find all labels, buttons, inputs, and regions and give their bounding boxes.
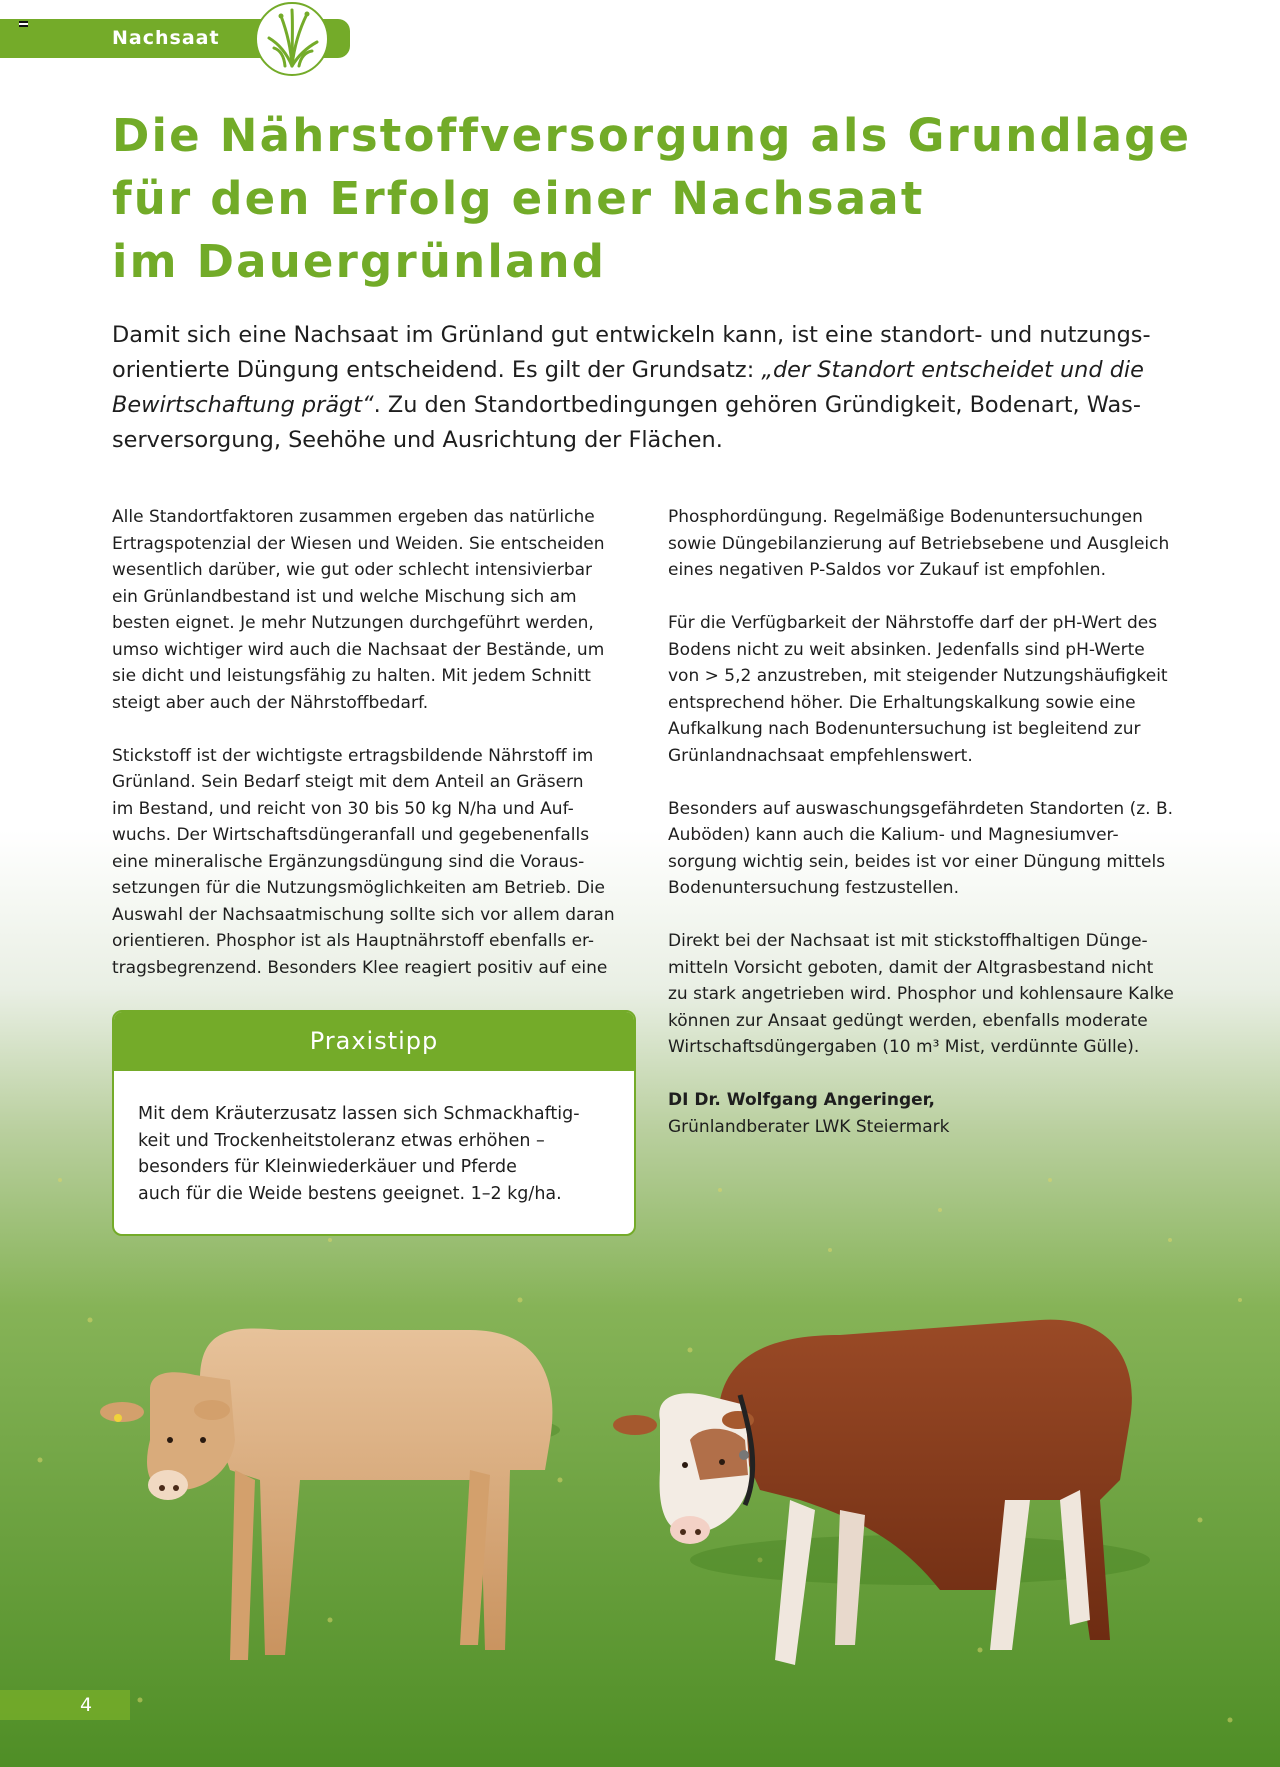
lead-text: . Zu den Standortbedingungen gehören Gründigkeit, Bodenart, Was- <box>373 392 1141 418</box>
grass-plant-icon <box>255 2 329 76</box>
page-number-tab <box>0 1690 130 1720</box>
body-line: Bodens nicht zu weit absinken. Jedenfalls sind pH-Werte <box>668 639 1145 660</box>
title-line: Die Nährstoffversorgung als Grundlage <box>112 109 1192 162</box>
body-paragraph <box>112 743 632 982</box>
body-line: sie dicht und leistungsfähig zu halten. Mit jedem Schnitt <box>112 666 591 686</box>
tip-line: Mit dem Kräuterzusatz lassen sich Schmackhaftig- <box>138 1104 580 1124</box>
lead-line <box>112 388 1202 423</box>
page-title <box>112 104 1212 293</box>
body-line: wesentlich darüber, wie gut oder schlecht intensivierbar <box>112 560 593 580</box>
body-line: mitteln Vorsicht geboten, damit der Altgrasbestand nicht <box>668 957 1154 978</box>
section-label: Nachsaat <box>112 27 220 49</box>
body-paragraph <box>668 504 1188 584</box>
body-line: Alle Standortfaktoren zusammen ergeben das natürliche <box>112 507 595 527</box>
praxistipp-box <box>112 1010 636 1236</box>
body-line: steigt aber auch der Nährstoffbedarf. <box>112 692 429 713</box>
title-line: im Dauergrünland <box>112 235 607 288</box>
lead-text: orientierte Düngung entscheidend. Es gilt der Grundsatz: <box>112 357 762 383</box>
body-line: Grünlandnachsaat empfehlenswert. <box>668 745 973 766</box>
body-line: tragsbegrenzend. Besonders Klee reagiert positiv auf eine <box>112 957 608 978</box>
body-line: sorgung wichtig sein, beides ist vor einer Düngung mittels <box>668 851 1166 872</box>
body-line: im Bestand, und reicht von 30 bis 50 kg N/ha und Auf- <box>112 798 574 819</box>
body-line: entsprechend höher. Die Erhaltungskalkung sowie eine <box>668 692 1136 713</box>
body-line: von > 5,2 anzustreben, mit steigender Nutzungshäufigkeit <box>668 666 1168 686</box>
author-name: DI Dr. Wolfgang Angeringer, <box>668 1090 935 1110</box>
body-line: Auböden) kann auch die Kalium- und Magnesiumver- <box>668 825 1119 845</box>
body-line: Grünland. Sein Bedarf steigt mit dem Anteil an Gräsern <box>112 772 584 792</box>
body-line: Besonders auf auswaschungsgefährdeten Standorten (z. B. <box>668 798 1174 819</box>
body-line: Ertragspotenzial der Wiesen und Weiden. Sie entscheiden <box>112 533 605 554</box>
lead-quote: Bewirtschaftung prägt“ <box>112 392 374 418</box>
tip-line: keit und Trockenheitstoleranz etwas erhöhen – <box>138 1130 545 1151</box>
body-paragraph <box>668 610 1188 769</box>
praxistipp-body <box>114 1071 634 1207</box>
tip-line: besonders für Kleinwiederkäuer und Pferde <box>138 1157 517 1177</box>
body-line: Für die Verfügbarkeit der Nährstoffe darf der pH-Wert des <box>668 613 1158 633</box>
tip-line: auch für die Weide bestens geeignet. 1–2 kg/ha. <box>138 1183 562 1204</box>
body-line: wuchs. Der Wirtschaftsdüngeranfall und gegebenenfalls <box>112 825 590 845</box>
body-paragraph <box>112 504 632 716</box>
body-line: orientieren. Phosphor ist als Hauptnährstoff ebenfalls er- <box>112 931 595 951</box>
author-block <box>668 1087 1188 1140</box>
lead-line: serversorgung, Seehöhe und Ausrichtung der Flächen. <box>112 427 723 453</box>
body-line: besten eignet. Je mehr Nutzungen durchgeführt werden, <box>112 613 594 633</box>
body-line: setzungen für die Nutzungsmöglichkeiten am Betrieb. Die <box>112 878 605 898</box>
body-line: zu stark angetrieben wird. Phosphor und kohlensaure Kalke <box>668 984 1174 1004</box>
body-paragraph <box>668 796 1188 902</box>
praxistipp-title: Praxistipp <box>114 1012 634 1071</box>
body-line: Stickstoff ist der wichtigste ertragsbildende Nährstoff im <box>112 745 594 766</box>
lead-paragraph <box>112 318 1202 458</box>
body-line: umso wichtiger wird auch die Nachsaat der Bestände, um <box>112 639 605 660</box>
body-line: sowie Düngebilanzierung auf Betriebsebene und Ausgleich <box>668 533 1170 554</box>
lead-line <box>112 353 1202 388</box>
right-column <box>668 504 1188 1140</box>
body-line: Phosphordüngung. Regelmäßige Bodenuntersuchungen <box>668 507 1143 527</box>
title-line: für den Erfolg einer Nachsaat <box>112 172 925 225</box>
flag-icon <box>19 21 28 27</box>
body-line: eine mineralische Ergänzungsdüngung sind die Voraus- <box>112 851 585 872</box>
author-role: Grünlandberater LWK Steiermark <box>668 1116 950 1137</box>
body-line: Aufkalkung nach Bodenuntersuchung ist begleitend zur <box>668 719 1141 739</box>
body-line: eines negativen P-Saldos vor Zukauf ist empfohlen. <box>668 560 1106 580</box>
page-number: 4 <box>80 1694 93 1716</box>
body-line: ein Grünlandbestand ist und welche Mischung sich am <box>112 586 577 607</box>
body-line: können zur Ansaat gedüngt werden, ebenfalls moderate <box>668 1010 1148 1031</box>
lead-quote: „der Standort entscheidet und die <box>761 357 1144 383</box>
body-line: Auswahl der Nachsaatmischung sollte sich vor allem daran <box>112 904 615 925</box>
body-line: Wirtschaftsdüngergaben (10 m³ Mist, verdünnte Gülle). <box>668 1037 1140 1057</box>
body-line: Bodenuntersuchung festzustellen. <box>668 878 959 898</box>
lead-line: Damit sich eine Nachsaat im Grünland gut entwickeln kann, ist eine standort- und nutzungs- <box>112 322 1151 348</box>
body-paragraph <box>668 928 1188 1061</box>
body-line: Direkt bei der Nachsaat ist mit stickstoffhaltigen Dünge- <box>668 931 1148 951</box>
left-column <box>112 504 632 1008</box>
